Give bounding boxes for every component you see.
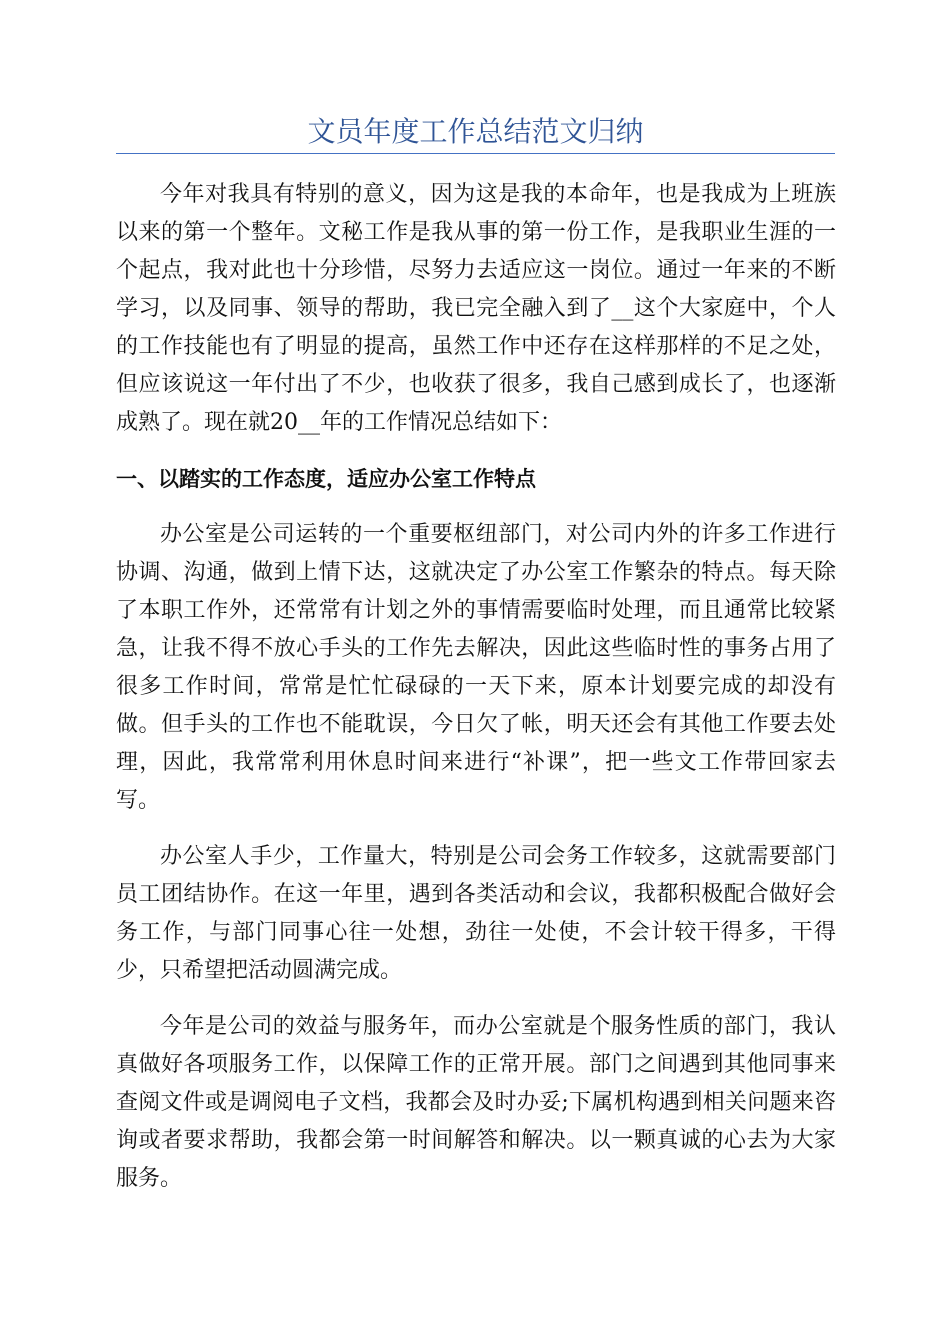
document-body <box>116 176 836 1216</box>
section-heading: 一、以踏实的工作态度，适应办公室工作特点 <box>116 467 536 491</box>
title-underline <box>116 153 835 154</box>
body-paragraph: 今年是公司的效益与服务年，而办公室就是个服务性质的部门，我认真做好各项服务工作，以保障工作的正常开展。部门之间遇到其他同事来查阅文件或是调阅电子文档，我都会及时办妥;下属机构遇到相关问题来咨询或者要求帮助，我都会第一时间解答和解决。以一颗真诚的心去为大家服务。 <box>116 1014 836 1191</box>
intro-paragraph: 今年对我具有特别的意义，因为这是我的本命年，也是我成为上班族以来的第一个整年。文秘工作是我从事的第一份工作，是我职业生涯的一个起点，我对此也十分珍惜，尽努力去适应这一岗位。通过一年来的不断学习，以及同事、领导的帮助，我已完全融入到了__这个大家庭中，个人的工作技能也有了明显的提高，虽然工作中还存在这样那样的不足之处，但应该说这一年付出了不少，也收获了很多，我自己感到成长了，也逐渐成熟了。现在就20__年的工作情况总结如下： <box>116 182 836 435</box>
document-title: 文员年度工作总结范文归纳 <box>307 115 644 148</box>
body-paragraph: 办公室人手少，工作量大，特别是公司会务工作较多，这就需要部门员工团结协作。在这一年里，遇到各类活动和会议，我都积极配合做好会务工作，与部门同事心往一处想，劲往一处使，不会计较干得多，干得少，只希望把活动圆满完成。 <box>116 844 836 983</box>
body-paragraph: 办公室是公司运转的一个重要枢纽部门，对公司内外的许多工作进行协调、沟通，做到上情下达，这就决定了办公室工作繁杂的特点。每天除了本职工作外，还常常有计划之外的事情需要临时处理，而且通常比较紧急，让我不得不放心手头的工作先去解决，因此这些临时性的事务占用了很多工作时间，常常是忙忙碌碌的一天下来，原本计划要完成的却没有做。但手头的工作也不能耽误，今日欠了帐，明天还会有其他工作要去处理，因此，我常常利用休息时间来进行“补课”，把一些文工作带回家去写。 <box>116 522 836 813</box>
